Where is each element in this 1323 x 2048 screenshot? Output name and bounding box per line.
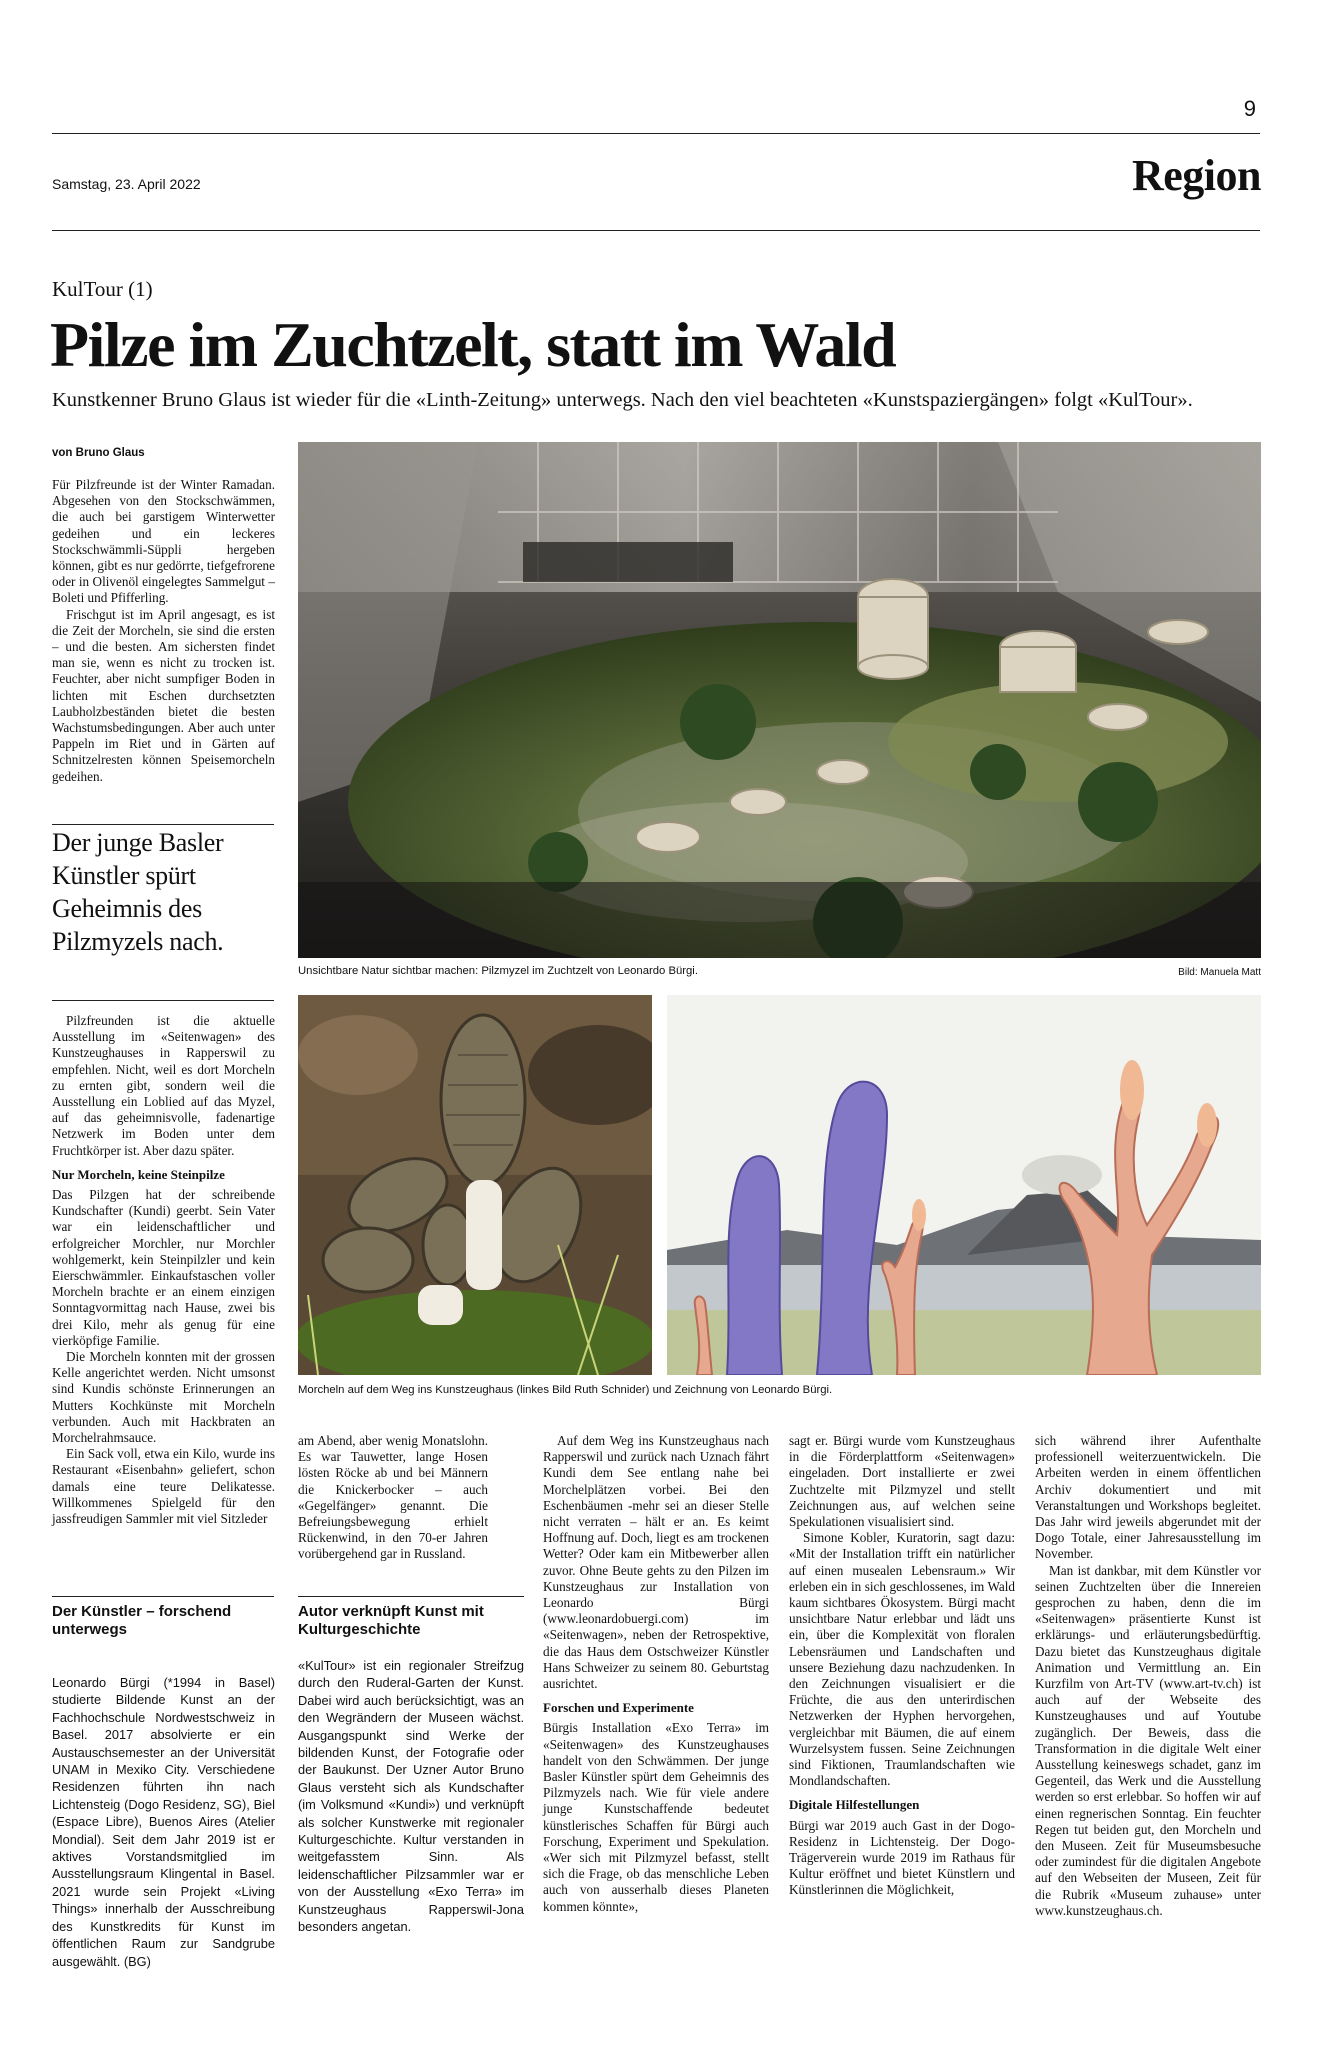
page-number: 9: [1243, 96, 1256, 121]
body-column-4: [789, 1433, 1015, 1899]
photo-credit: Bild: Manuela Matt: [1178, 967, 1261, 978]
box-artist-title: Der Künstler – forschend unterwegs: [52, 1603, 232, 1638]
paragraph: Ein Sack voll, etwa ein Kilo, wurde ins Restaurant «Eisenbahn» geliefert, schon damals eine teure Delikatesse. Willkommenes Spielgeld für den jassfreudigen Sammler mit viel Sitzleder: [52, 1446, 275, 1527]
kicker: KulTour (1): [52, 277, 153, 301]
box-artist-text: Leonardo Bürgi (*1994 in Basel) studierte Bildende Kunst an der Fachhochschule Nordwestschweiz in Basel. 2017 absolvierte er ein Austauschsemester an der Universität UNAM in Mexiko City. Verschiedene Residenzen führten ihn nach Lichtensteig (Dogo Residenz, SG), Biel (Espace Libre), Buenos Aires (Atelier Mondial). Seit dem Jahr 2019 ist er aktives Vorstandsmitglied im Ausstellungsraum Klingental in Basel. 2021 wurde sein Projekt «Living Things» innerhalb der Ausschreibung des Kunstkredits für Kunst im öffentlichen Raum zur Sandgrube ausgewählt. (BG): [52, 1675, 275, 1969]
box-author-rule: [298, 1596, 524, 1597]
paragraph: Auf dem Weg ins Kunstzeughaus nach Rapperswil und zurück nach Uznach fährt Kundi dem See entlang nahe bei Morchelplätzen vorbei. Bei den Eschenbäumen -mehr sei an dieser Stelle nicht verraten – hält er an. Es keimt Hoffnung auf. Doch, liegt es am trockenen Wetter? Oder kam ein Mitbewerber allen zuvor. Ohne Beute gehts zu den Pilzen im Kunstzeughaus zur Installation von Leonardo Bürgi (www.leonardobuergi.com) im «Seitenwagen», neben der Retrospektive, die das Haus dem Ostschweizer Künstler Hans Schweizer zu seinem 80. Geburtstag ausrichtet.: [543, 1433, 769, 1692]
caption-main-photo: Unsichtbare Natur sichtbar machen: Pilzmyzel im Zuchtzelt von Leonardo Bürgi.: [298, 965, 698, 977]
byline: von Bruno Glaus: [52, 447, 145, 459]
body-column-3: [543, 1433, 769, 1915]
morels-illustration: [298, 995, 652, 1375]
pull-quote: Der junge Basler Künstler spürt Geheimnis des Pilzmyzels nach.: [52, 828, 224, 956]
body-column-2: [298, 1433, 488, 1563]
drawing-leonardo-buergi: [667, 995, 1261, 1375]
paragraph: am Abend, aber wenig Monatslohn. Es war Tauwetter, lange Hosen lösten Röcke ab und bei Männern die Knickerbocker – auch «Gegelfänger» genannt. Die Befreiungsbewegung erhielt Rückenwind, in den 70-er Jahren vorübergehend gar in Russland.: [298, 1433, 488, 1562]
paragraph: Pilzfreunden ist die aktuelle Ausstellung im «Seitenwagen» des Kunstzeughauses in Rapperswil zu empfehlen. Nicht, weil es dort Morcheln zu ernten gibt, sondern weil die Ausstellung ein Loblied auf das Myzel, auf das geheimnisvolle, fadenartige Netzwerk im Boden unter dem Fruchtkörper ist. Aber dazu später.: [52, 1013, 275, 1158]
headline: Pilze im Zuchtzelt, statt im Wald: [50, 309, 896, 380]
body-column-1-top: [52, 477, 275, 785]
subhead: Digitale Hilfestellungen: [789, 1797, 920, 1813]
paragraph: Für Pilzfreunde ist der Winter Ramadan. Abgesehen von den Stockschwämmen, die auch bei garstigem Winterwetter gedeihen und ein leckeres Stockschwämmli-Süppli hergeben können, gibt es nur gedörrte, tiefgefrorene oder in Olivenöl eingelegtes Sammelgut – Boleti und Pfifferling.: [52, 477, 276, 606]
paragraph: Man ist dankbar, mit dem Künstler vor seinen Zuchtzelten über die Innereien gesprochen zu haben, denn die im «Seitenwagen» präsentierte Kunst ist erklärungs- und erläuterungsbedürftig. Dazu bietet das Kunstzeughaus digitale Animation und Vermittlung an. Ein Kurzfilm von Art-TV (www.art-tv.ch) ist auch auf der Webseite des Kunstzeughauses und auf Youtube zugänglich. Der Beweis, dass die Transformation in die digitale Welt einer Ausstellung keineswegs schadet, ganz im Gegenteil, das Werk und die Ausstellung werden so erst erlebbar. So hoffen wir auf einen regnerischen Sonntag. Ein feuchter Regen tut beiden gut, den Morcheln und den Museen. Zeit für Museumsbesuche oder zumindest für die digitalen Angebote auf den Webseiten der Museen, Zeit für die Rubrik «Museum zuhause» unter www.kunstzeughaus.ch.: [1035, 1562, 1261, 1918]
photo-morels: [298, 995, 652, 1375]
paragraph: Frischgut ist im April angesagt, es ist die Zeit der Morcheln, sie sind die ersten – und die besten. Am sichersten findet man sie, wenn es nicht zu trocken ist. Feuchter, aber nicht sumpfiger Boden in lichten mit Eschen durchsetzten Laubholzbeständen bietet die besten Wachstumsbedingungen. Aber auch unter Pappeln im Riet und in Gärten auf Schnitzelresten können Speisemorcheln gedeihen.: [52, 606, 275, 784]
grow-tent-illustration: [298, 442, 1261, 958]
paragraph: sich während ihrer Aufenthalte professionell weiterzuentwickeln. Die Arbeiten werden in einem öffentlichen Archiv dokumentiert und mit Veranstaltungen und Workshops begleitet. Das Jahr wird jeweils abgerundet mit der Dogo Totale, einer Jahresausstellung im November.: [1035, 1433, 1261, 1562]
subhead: Nur Morcheln, keine Steinpilze: [52, 1166, 225, 1182]
pullquote-rule-bottom: [52, 1000, 274, 1001]
paragraph: Das Pilzgen hat der schreibende Kundschafter (Kundi) geerbt. Sein Vater war ein leidenschaftlicher und erfolgreicher Morchler, nur Morchler wohlgemerkt, kein Steinpilzler und kein Eierschwämmler. Einkaufstaschen voller Morcheln brachte er an einem einzigen Sonntagvormittag nach Hause, zwei bis drei Kilo, mehr als genug für eine vierköpfige Familie.: [52, 1187, 275, 1348]
body-column-5: [1035, 1433, 1261, 1919]
issue-date: Samstag, 23. April 2022: [52, 176, 201, 192]
box-author-text: «KulTour» ist ein regionaler Streifzug durch den Ruderal-Garten der Kunst. Dabei wird auch berücksichtigt, was an den Wegrändern der Museen wächst. Ausgangspunkt sind Werke der bildenden Kunst, der Fotografie oder der Baukunst. Der Uzner Autor Bruno Glaus versteht sich als Kundschafter (im Volksmund «Kundi») und verknüpft als solcher Kunstwerke mit regionaler Kulturgeschichte. Kultur verstanden in weitgefasstem Sinn. Als leidenschaftlicher Pilzsammler war er von der Ausstellung «Exo Terra» im Kunstzeughaus Rapperswil-Jona besonders angetan.: [298, 1658, 524, 1935]
caption-photo-pair: Morcheln auf dem Weg ins Kunstzeughaus (linkes Bild Ruth Schnider) und Zeichnung von Leonardo Bürgi.: [298, 1384, 833, 1396]
photo-grow-tent: [298, 442, 1261, 958]
paragraph: Bürgi war 2019 auch Gast in der Dogo-Residenz in Lichtensteig. Der Dogo-Trägerverein wurde 2019 im Rathaus für Kultur eröffnet und bietet Künstlern und Künstlerinnen die Möglichkeit,: [789, 1817, 1015, 1898]
box-author-title: Autor verknüpft Kunst mit Kulturgeschichte: [298, 1603, 484, 1638]
paragraph: Die Morcheln konnten mit der grossen Kelle angerichtet werden. Nicht umsonst sind Kundis schönste Erinnerungen an Mutters Kochkünste mit Morcheln verbunden. Auch mit Hackbraten an Morchelrahmsauce.: [52, 1349, 275, 1446]
section-title: Region: [1132, 151, 1261, 200]
paragraph: sagt er. Bürgi wurde vom Kunstzeughaus in die Förderplattform «Seitenwagen» eingeladen. Dort installierte er zwei Zuchtzelte mit Pilzmyzel und stellt Zeichnungen aus, auf welchen seine Spekulationen visualisiert sind.: [789, 1433, 1015, 1530]
subhead: Forschen und Experimente: [543, 1700, 694, 1716]
box-artist-rule: [52, 1596, 274, 1597]
paragraph: Bürgis Installation «Exo Terra» im «Seitenwagen» des Kunstzeughauses handelt von den Schwämmen. Der junge Basler Künstler spürt dem Geheimnis des Pilzmyzels nach. Wie für viele andere junge Kunstschaffende bedeutet künstlerisches Schaffen für Bürgi auch Forschung, Experiment und Spekulation. «Wer sich mit Pilzmyzel befasst, stellt sich die Frage, ob das menschliche Leben auch von ausserhalb dieses Planeten kommen könnte»,: [543, 1720, 769, 1914]
lead: Kunstkenner Bruno Glaus ist wieder für die «Linth-Zeitung» unterwegs. Nach den viel beachteten «Kunstspaziergängen» folgt «KulTour».: [52, 389, 1193, 411]
paragraph: Simone Kobler, Kuratorin, sagt dazu: «Mit der Installation trifft ein natürlicher auf einen musealen Lebensraum.» Wir erleben ein in sich geschlossenes, im Wald kaum sichtbares Ökosystem. Bürgi macht unsichtbare Natur erlebbar und lädt uns ein, über die Komplexität von floralen Lebensräumen und Landschaften und unsere Beziehung dazu nachzudenken. In den Zeichnungen visualisiert er die Früchte, die aus den unterirdischen Netzwerken der Hyphen hervorgehen, vergleichbar mit Bäumen, die auf einem Wurzelsystem fussen. Seine Zeichnungen sind Fiktionen, Traumlandschaften wie Mondlandschaften.: [789, 1530, 1015, 1789]
body-column-1-bottom: [52, 1013, 275, 1527]
masthead-rule: [52, 230, 1260, 231]
pullquote-rule: [52, 824, 274, 825]
top-rule: [52, 133, 1260, 134]
fantasy-landscape-illustration: [667, 995, 1261, 1375]
